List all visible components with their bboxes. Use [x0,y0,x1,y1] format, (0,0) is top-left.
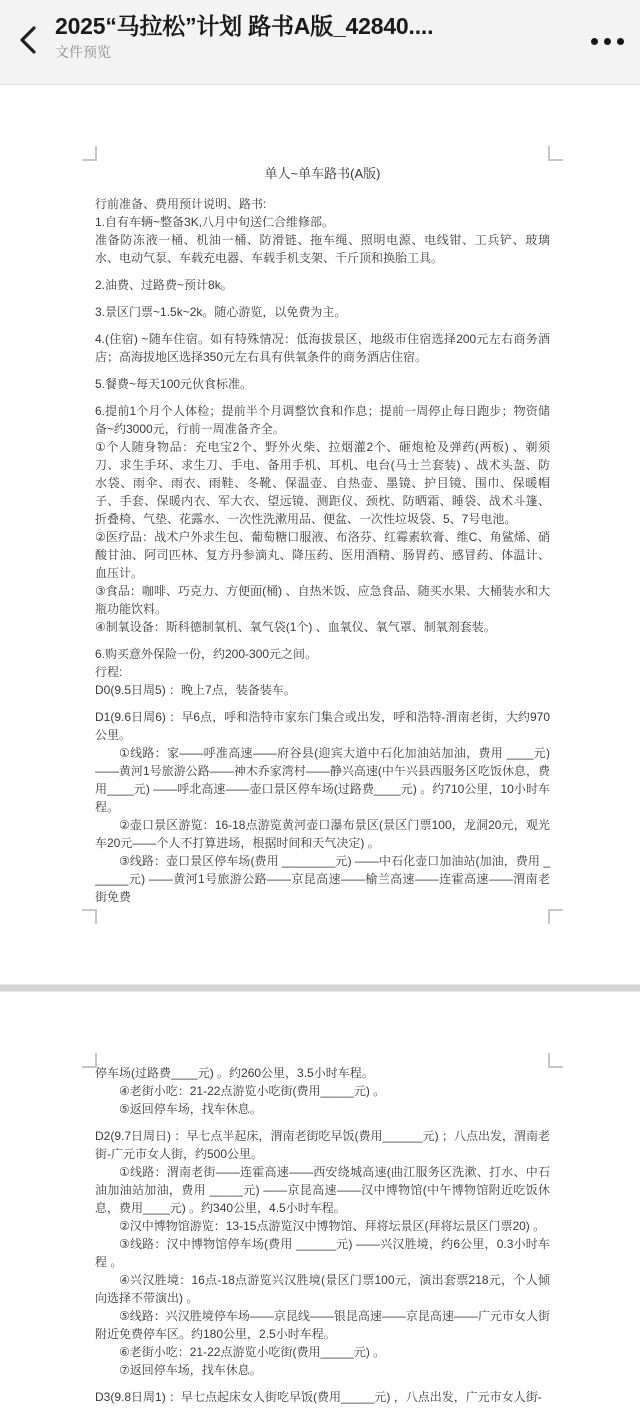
doc-line: 准备防冻液一桶、机油一桶、防滑链、拖车绳、照明电源、电线钳、工兵铲、玻璃水、电动气泵、车载充电器、车载手机支架、千斤顶和换胎工具。 [95,233,550,265]
document-title: 单人~单车路书(A版) [264,166,381,181]
doc-line: ②壶口景区游览：16-18点游览黄河壶口瀑布景区(景区门票100，龙洞20元，观光车20元——个人不打算进场，根据时间和天气决定) 。 [95,818,550,850]
margin-corner-mark [548,1053,563,1068]
doc-line [95,1118,550,1127]
margin-corner-mark [548,909,563,924]
doc-line: 5.餐费~每天100元伙食标准。 [95,377,253,391]
doc-line: 1.自有车辆~整备3K,八月中旬送仁合维修部。 [95,215,335,229]
doc-line: ④老街小吃：21-22点游览小吃街(费用_____元) 。 [119,1084,386,1098]
doc-line: 6.购买意外保险一份，约200-300元之间。 [95,647,318,661]
doc-line: 2.油费、过路费~预计8k。 [95,278,233,292]
doc-line: ③食品：咖啡、巧克力、方便面(桶) 、自热米饭、应急食品、随买水果、大桶装水和大瓶功能饮料。 [95,584,550,616]
file-preview-label: 文件预览 [55,44,111,60]
document-page-2 [0,992,640,1418]
doc-line [95,636,550,645]
doc-line [95,699,550,708]
doc-line: D2(9.7日周日) ：早七点半起床，渭南老街吃早饭(费用______元) ；八点出发，渭南老街-广元市女人街，约500公里。 [95,1129,550,1161]
doc-line: ①线路：家——呼准高速——府谷县(迎宾大道中石化加油站加油，费用 ____元) ——黄河1号旅游公路——神木乔家湾村——静兴高速(中午兴县西服务区吃饭休息，费用____元) ——呼北高速——壶口景区停车场(过路费____元) 。约710公里，10小时车程。 [95,746,550,814]
more-dots-icon [617,38,624,45]
more-menu-button[interactable] [572,26,624,56]
margin-corner-mark [548,146,563,161]
doc-line [95,321,550,330]
back-button[interactable] [8,20,48,62]
app-header [0,0,640,85]
more-dots-icon [604,38,611,45]
margin-corner-mark [82,909,97,924]
file-title: 2025“马拉松”计划 路书A版_42840.... [55,13,434,39]
doc-line: ⑥老街小吃：21-22点游览小吃街(费用_____元) 。 [119,1345,386,1359]
doc-line: 停车场(过路费____元) 。约260公里，3.5小时车程。 [95,1066,374,1080]
page1-paragraphs [95,195,550,906]
doc-line: ④兴汉胜境：16点-18点游览兴汉胜境(景区门票100元，演出套票218元，个人倾向选择不带演出) 。 [95,1273,550,1305]
doc-line [95,294,550,303]
doc-line [95,267,550,276]
doc-line: 4.(住宿) ~随车住宿。如有特殊情况：低海拔景区，地级市住宿选择200元左右商务酒店；高海拔地区选择350元左右具有供氧条件的商务酒店住宿。 [95,332,550,364]
doc-line: ⑤返回停车场，找车休息。 [119,1102,262,1116]
document-page-1 [0,85,640,984]
doc-line [95,393,550,402]
header-text-block [55,11,560,62]
doc-line: 行前准备、费用预计说明、路书: [95,197,267,211]
doc-line: ⑤线路：兴汉胜境停车场——京昆线——银昆高速——京昆高速——广元市女人街附近免费停车区。约180公里，2.5小时车程。 [95,1309,550,1341]
doc-line: ③线路：汉中博物馆停车场(费用 ______元) ——兴汉胜境，约6公里，0.3小时车程 。 [95,1237,550,1269]
margin-corner-mark [82,146,97,161]
more-dots-icon [591,38,598,45]
doc-line [95,1379,550,1388]
doc-line: ③线路：壶口景区停车场(费用 ________元) ——中石化壶口加油站(加油，费用 ______元) ——黄河1号旅游公路——京昆高速——榆兰高速——连霍高速——渭南老街免费 [95,854,550,904]
doc-line: 行程: [95,665,123,679]
doc-line: D0(9.5日周5) ：晚上7点，装备装车。 [95,683,296,697]
doc-line: ①个人随身物品：充电宝2个、野外火柴、拉烟灌2个、砸炮枪及弹药(两板) 、剃须刀、求生手环、求生刀、手电、备用手机、耳机、电台(马士兰套装) 、战术头盔、防水袋、雨伞、雨衣、雨鞋、冬靴、保温壶、自热壶、墨镜、护目镜、围巾、保暖帽子、手套、保暖内衣、军大衣、望远镜、测距仪、颈枕、防晒霜、睡袋、战术斗篷、折叠椅、气垫、花露水、一次性洗漱用品、便盆、一次性垃圾袋、5、7号电池。 [95,440,550,526]
doc-line: ①线路：渭南老街——连霍高速——西安绕城高速(曲江服务区洗漱、打水、中石油加油站加油，费用 _____元) ——京昆高速——汉中博物馆(中午博物馆附近吃饭休息，费用____元) 。约340公里，4.5小时车程。 [95,1165,550,1215]
page2-paragraphs [95,1064,550,1406]
doc-line: ②医疗品：战术户外求生包、葡萄糖口服液、布洛芬、红霉素软膏、维C、角鲨烯、硝酸甘油、阿司匹林、复方丹参滴丸、降压药、医用酒精、肠胃药、感冒药、体温计、血压计。 [95,530,550,580]
doc-line: ⑦返回停车场，找车休息。 [119,1363,262,1377]
doc-line: D1(9.6日周6) ：早6点，呼和浩特市家东门集合或出发，呼和浩特-渭南老街，大约970公里。 [95,710,550,742]
page-separator [0,984,640,992]
doc-line: ②汉中博物馆游览：13-15点游览汉中博物馆、拜将坛景区(拜将坛景区门票20) 。 [119,1219,546,1233]
document-viewport[interactable] [0,85,640,1418]
chevron-left-icon [17,23,39,60]
doc-line: 6.提前1个月个人体检；提前半个月调整饮食和作息；提前一周停止每日跑步；物资储备~约3000元，行前一周准备齐全。 [95,404,550,436]
doc-line: ④制氧设备：斯科德制氧机、氧气袋(1个) 、血氧仪、氧气罩、制氧剂套装。 [95,620,496,634]
doc-line: D3(9.8日周1) ：早七点起床女人街吃早饭(费用_____元) ，八点出发，广元市女人街- [95,1390,542,1404]
doc-line: 3.景区门票~1.5k~2k。随心游览，以免费为主。 [95,305,347,319]
page1-text-area [0,85,640,906]
margin-corner-mark [82,1053,97,1068]
doc-line [95,366,550,375]
